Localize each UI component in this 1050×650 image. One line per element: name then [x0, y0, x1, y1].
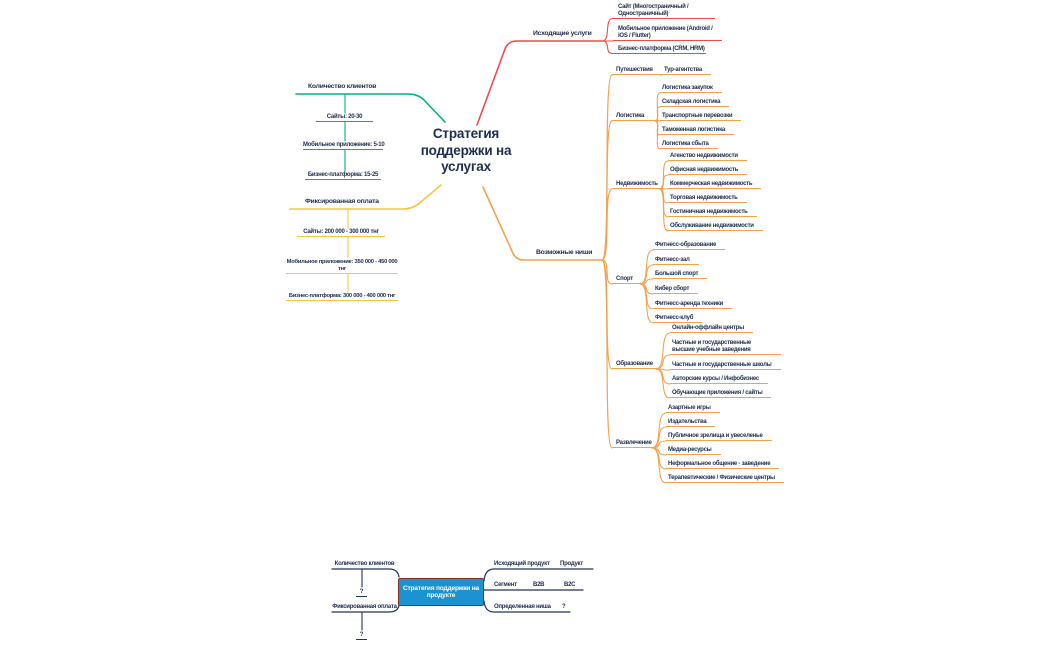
niche-item[interactable]: Терапевтические / Физические центры	[666, 475, 784, 483]
mindmap-topic[interactable]: Мобильное приложение: 5-10	[303, 142, 385, 148]
connector-line	[652, 448, 666, 483]
niche-item[interactable]: Издательства	[666, 419, 715, 427]
product-left-topic[interactable]: Фиксированная оплата	[332, 603, 397, 610]
center-topic-product[interactable]: Стратегия поддержки на продукте	[398, 578, 484, 606]
branch-niches-label[interactable]: Возможные ниши	[536, 249, 593, 257]
mindmap-topic[interactable]: Мобильное приложение: 350 000 - 450 000 тнг	[286, 259, 398, 274]
niche-item[interactable]: Обслуживание недвижимости	[668, 223, 763, 231]
niche-item[interactable]: Публичное зрелища и увеселенье	[666, 433, 772, 441]
niche-item[interactable]: Фитнесс-образование	[653, 242, 725, 250]
niche-item[interactable]: Торговая недвижимость	[668, 195, 747, 203]
mindmap-topic[interactable]: Сайты: 20-30	[316, 114, 373, 122]
niche-item[interactable]: Азартные игры	[666, 405, 720, 413]
product-right-value[interactable]: Продукт	[560, 560, 583, 567]
niche-item[interactable]: Неформальное общение - заведение	[666, 461, 779, 469]
connector-line	[602, 41, 613, 54]
branch-clients-label[interactable]: Количество клиентов	[308, 83, 377, 91]
niche-category[interactable]: Недвижимость	[612, 181, 663, 189]
niche-item[interactable]: Тур-агентства	[662, 67, 711, 75]
mindmap-topic[interactable]: Мобильное приложение (Android / iOS / Flutter)	[613, 26, 722, 41]
mindmap-topic[interactable]: Сайты: 200 000 - 300 000 тнг	[297, 229, 385, 237]
niche-category[interactable]: Спорт	[612, 276, 644, 284]
niche-item[interactable]: Агенство недвижимости	[668, 153, 747, 161]
branch-fixedpay-label[interactable]: Фиксированная оплата	[305, 198, 379, 206]
product-right-topic[interactable]: Сегмент	[494, 581, 517, 588]
connector-line	[602, 19, 613, 42]
niche-item[interactable]: Фитнесс-аренда техники	[653, 301, 732, 309]
product-right-value[interactable]: B2C	[564, 581, 576, 588]
niche-item[interactable]: Медиа-ресурсы	[666, 447, 721, 455]
niche-category[interactable]: Путешествия	[612, 67, 664, 75]
niche-item[interactable]: Фитнесс-зал	[653, 257, 699, 265]
product-left-value[interactable]: ?	[356, 589, 367, 597]
niche-category[interactable]: Образование	[612, 361, 660, 369]
niche-item[interactable]: Большой спорт	[653, 271, 707, 279]
center-topic-services[interactable]: Стратегия поддержки на услугах	[420, 126, 512, 174]
niche-item[interactable]: Складская логистика	[660, 99, 729, 107]
connector-line	[332, 569, 399, 577]
niche-item[interactable]: Коммерческая недвижимость	[668, 181, 761, 189]
niche-item[interactable]: Частные и государственные школы	[670, 362, 781, 370]
niche-item[interactable]: Авторские курсы / Инфобизнес	[670, 376, 768, 384]
niche-item[interactable]: Обучающие приложения / сайты	[670, 390, 771, 398]
niche-item[interactable]: Онлайн-оффлайн центры	[670, 325, 753, 333]
niche-item[interactable]: Гостиничная недвижимость	[668, 209, 757, 217]
mindmap-topic[interactable]: Бизнес-платформа: 300 000 - 400 000 тнг	[286, 293, 398, 301]
product-left-topic[interactable]: Количество клиентов	[334, 560, 395, 567]
niche-category[interactable]: Развлечение	[612, 440, 656, 448]
niche-item[interactable]: Фитнесс-клуб	[653, 315, 702, 323]
mindmap-topic[interactable]: Бизнес-платформа (CRM, HRM)	[613, 46, 706, 54]
niche-item[interactable]: Частные и государственные высшие учебные заведения	[670, 340, 781, 355]
product-right-value[interactable]: B2B	[533, 581, 545, 588]
niche-item[interactable]: Транспортные перевозки	[660, 113, 741, 121]
niche-item[interactable]: Таможенная логистика	[660, 127, 734, 135]
product-right-topic[interactable]: Исходящий продукт	[494, 560, 550, 567]
product-right-value[interactable]: ?	[562, 603, 566, 610]
niche-item[interactable]: Кибер сборт	[653, 286, 698, 294]
mindmap-topic[interactable]: Сайт (Многостраничный / Одностраничный)	[613, 4, 715, 19]
branch-services-label[interactable]: Исходящие услуги	[533, 30, 592, 38]
connector-line	[484, 569, 593, 581]
mindmap-topic[interactable]: Бизнес-платформа: 15-25	[305, 172, 381, 180]
connector-line	[477, 41, 602, 125]
niche-category[interactable]: Логистика	[612, 113, 659, 121]
product-left-value[interactable]: ?	[356, 632, 367, 640]
niche-item[interactable]: Логистика закупок	[660, 85, 722, 93]
niche-item[interactable]: Офисная недвижимость	[668, 167, 747, 175]
product-right-topic[interactable]: Определенная ниша	[494, 603, 551, 610]
niche-item[interactable]: Логистика сбыта	[660, 141, 718, 149]
